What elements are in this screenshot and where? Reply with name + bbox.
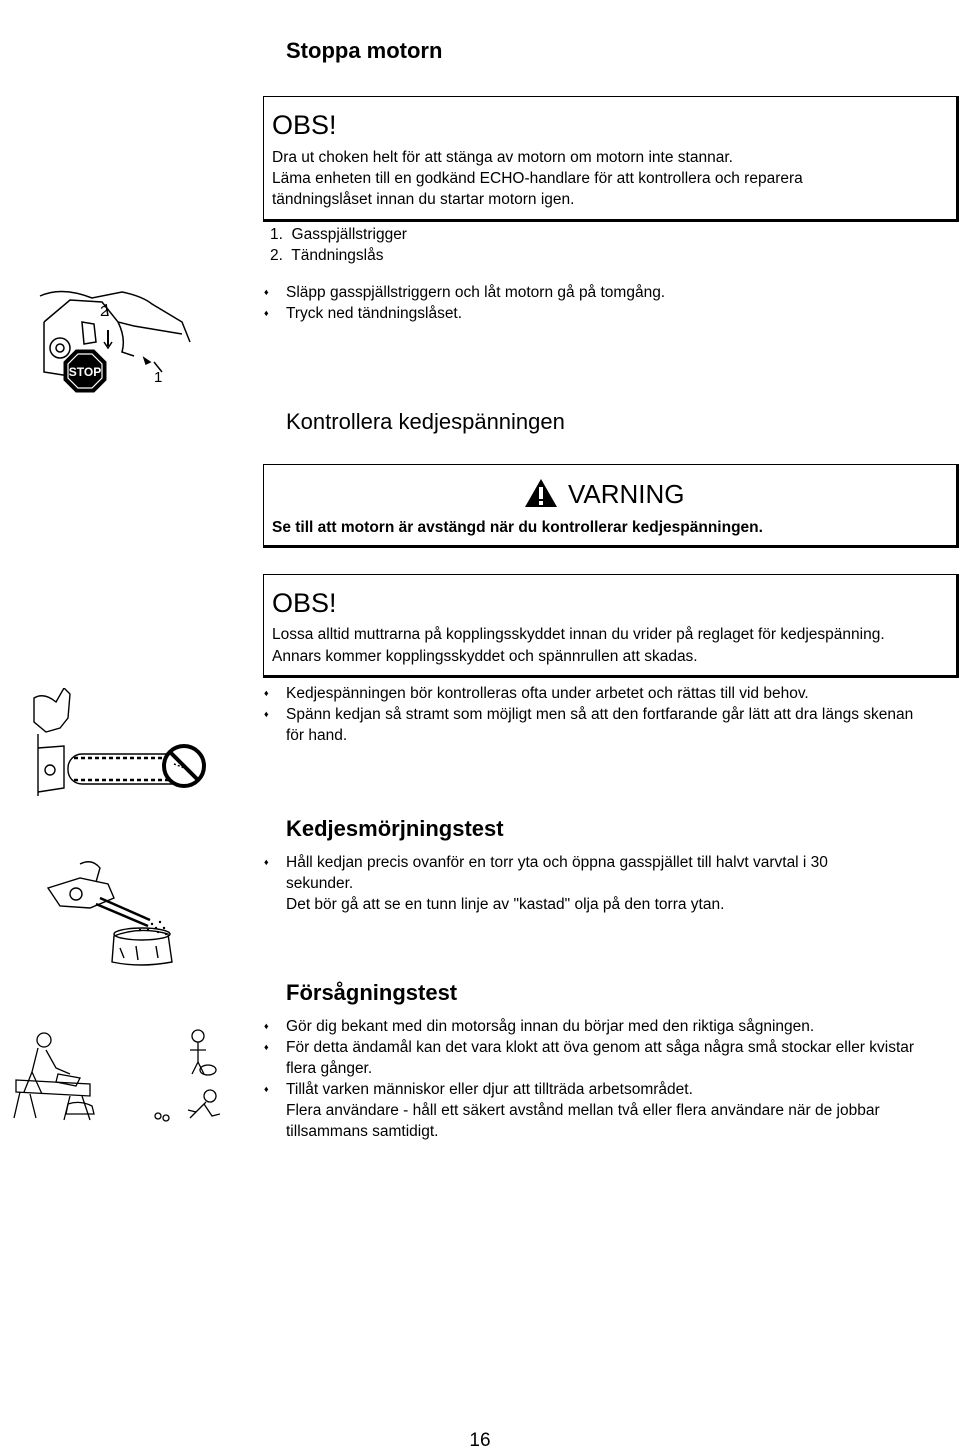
bullet-text: Släpp gasspjällstriggern och låt motorn gå på tomgång. [286, 284, 666, 301]
warning-heading: VARNING [568, 479, 685, 509]
bullet-text: Spänn kedjan så stramt som möjligt men så att den fortfarande går lätt att dra längs skenan [286, 706, 914, 723]
prohibition-icon [164, 746, 204, 786]
bullet-text: Gör dig bekant med din motorsåg innan du börjar med den riktiga sågningen. [286, 1018, 815, 1035]
bullet-item [264, 852, 954, 873]
bullet-icon: ♦ [264, 1021, 269, 1031]
numbered-list-item: 2. Tändningslås [270, 247, 384, 264]
bullet-icon: ♦ [264, 1084, 269, 1094]
warning-text: Se till att motorn är avstängd när du kontrollerar kedjespänningen. [272, 519, 763, 536]
bullet-text-continuation: flera gånger. [286, 1060, 373, 1077]
ignition-switch-illustration [22, 282, 202, 402]
callout-number-1: 1 [154, 369, 163, 386]
body-text: tillsammans samtidigt. [286, 1123, 439, 1140]
warning-triangle-icon [524, 478, 558, 508]
chain-oil-test-illustration [40, 858, 200, 968]
bullet-text: Kedjespänningen bör kontrolleras ofta under arbetet och rättas till vid behov. [286, 685, 809, 702]
obs-text-line: Lossa alltid muttrarna på kopplingsskyddet innan du vrider på reglaget för kedjespänning. [272, 626, 885, 643]
bullet-item [264, 704, 954, 725]
bullet-text-continuation: för hand. [286, 727, 348, 744]
body-text: Flera användare - håll ett säkert avstånd mellan två eller flera användare när de jobbar [286, 1102, 880, 1119]
obs-text-line: Annars kommer kopplingsskyddet och spännrullen att skadas. [272, 648, 698, 665]
callout-number-2: 2 [100, 303, 109, 320]
bullet-text: Tryck ned tändningslåset. [286, 305, 463, 322]
body-text: Det bör gå att se en tunn linje av "kastad" olja på den torra ytan. [286, 896, 725, 913]
section-title-forsagningstest: Försågningstest [286, 980, 458, 1005]
bullet-icon: ♦ [264, 709, 269, 719]
bullet-item [264, 683, 954, 704]
bullet-icon: ♦ [264, 857, 269, 867]
obs-text-line: tändningslåset innan du startar motorn igen. [272, 191, 575, 208]
bullet-item [264, 1037, 954, 1058]
obs-heading: OBS! [272, 110, 337, 140]
bullet-item [264, 303, 954, 324]
bullet-text: Håll kedjan precis ovanför en torr yta och öppna gasspjället till halvt varvtal i 30 [286, 854, 828, 871]
bullet-icon: ♦ [264, 688, 269, 698]
bullet-icon: ♦ [264, 287, 269, 297]
bullet-item [264, 1016, 954, 1037]
bullet-icon: ♦ [264, 1042, 269, 1052]
bullet-text: Tillåt varken människor eller djur att tillträda arbetsområdet. [286, 1081, 693, 1098]
section-title-stoppa-motorn: Stoppa motorn [286, 38, 443, 63]
chain-tension-illustration [24, 688, 214, 800]
stop-sign-label: STOP [68, 365, 102, 379]
bullet-text-continuation: sekunder. [286, 875, 354, 892]
numbered-list-item: 1. Gasspjällstrigger [270, 226, 407, 243]
bullet-item [264, 1079, 954, 1100]
page-number: 16 [469, 1430, 491, 1451]
section-title-kedjesmorjningstest: Kedjesmörjningstest [286, 816, 504, 841]
obs-text-line: Dra ut choken helt för att stänga av motorn om motorn inte stannar. [272, 149, 733, 166]
bullet-icon: ♦ [264, 308, 269, 318]
practice-cutting-illustration [10, 1022, 220, 1132]
bullet-item [264, 282, 954, 303]
obs-text-line: Läma enheten till en godkänd ECHO-handlare för att kontrollera och reparera [272, 170, 803, 187]
obs-heading: OBS! [272, 588, 337, 618]
section-title-kedjespanning: Kontrollera kedjespänningen [286, 409, 565, 434]
bullet-text: För detta ändamål kan det vara klokt att öva genom att såga några små stockar eller kvistar [286, 1039, 915, 1056]
